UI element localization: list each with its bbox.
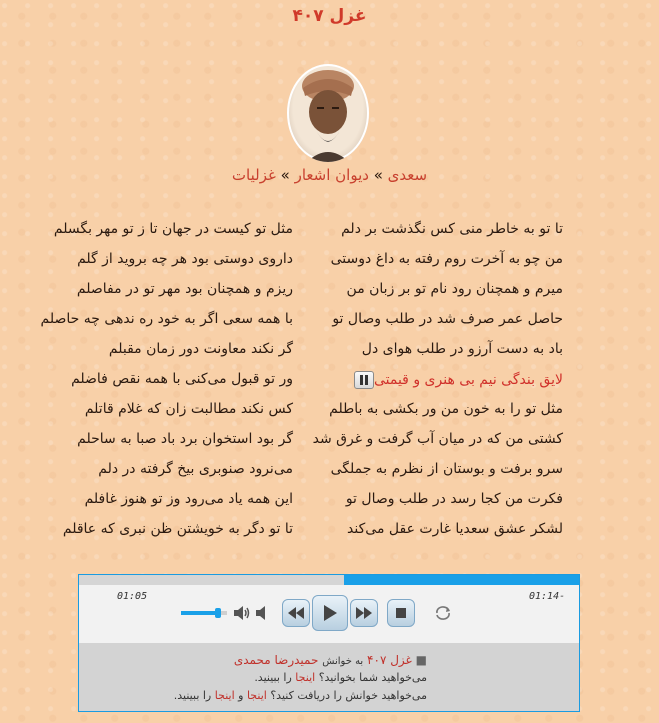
volume-handle[interactable]: [215, 608, 221, 618]
poem-line: ور تو قبول می‌کنی با همه نقص فاضلم: [71, 371, 293, 387]
download-link-2[interactable]: اینجا: [214, 689, 235, 702]
poem-line: باد به دست آرزو در طلب هوای دل: [361, 341, 563, 357]
page-title: غزل ۴۰۷: [292, 6, 367, 26]
player-info: [79, 643, 579, 711]
play-button[interactable]: [312, 595, 348, 631]
mute-icon[interactable]: [255, 605, 269, 625]
breadcrumb-separator: »: [280, 166, 290, 184]
pause-icon[interactable]: [354, 371, 374, 389]
volume-slider[interactable]: [181, 611, 227, 615]
poem-line-text: لایق بندگی نیم بی هنری و قیمتی: [373, 372, 563, 388]
fast-forward-button[interactable]: [350, 599, 378, 627]
fast-forward-icon: [355, 607, 373, 619]
poem-line: کشتی من که در میان آب گرفت و غرق شد: [312, 431, 563, 447]
poem-line: میرم و همچنان رود نام تو بر زبان من: [346, 281, 563, 297]
track-link[interactable]: غزل ۴۰۷: [367, 653, 412, 667]
poem-line: تا تو به خاطر منی کس نگذشت بر دلم: [341, 221, 563, 237]
poem-line: گر بود استخوان برد باد صبا به ساحلم: [77, 431, 293, 447]
poem-line: با همه سعی اگر به خود ره ندهی چه حاصلم: [40, 311, 293, 327]
play-icon: [322, 604, 338, 622]
poem-line: مثل تو کیست در جهان تا ز تو مهر بگسلم: [53, 221, 293, 237]
bullet-icon: ■: [415, 653, 427, 667]
stop-icon: [395, 607, 407, 619]
volume-max-icon[interactable]: [233, 605, 251, 625]
breadcrumb-book[interactable]: دیوان اشعار: [294, 166, 369, 184]
rewind-icon: [287, 607, 305, 619]
poem-line: تا تو دگر به خویشتن ظن نبری که عاقلم: [62, 521, 293, 537]
repeat-icon[interactable]: [433, 605, 453, 625]
read-yourself-suffix: را ببینید.: [254, 671, 292, 684]
breadcrumb: [0, 166, 659, 184]
poem-line: فکرت من کجا رسد در طلب وصال تو: [345, 491, 563, 507]
poem-line: من چو به آخرت روم رفته به داغ دوستی: [330, 251, 563, 267]
poem-line: گر نکند معاونت دور زمان مقبلم: [108, 341, 293, 357]
poem-line: حاصل عمر صرف شد در طلب وصال تو: [332, 311, 563, 327]
breadcrumb-separator: »: [373, 166, 383, 184]
poem-line: می‌نرود صنوبری بیخ گرفته در دلم: [98, 461, 293, 477]
read-yourself-text: می‌خواهید شما بخوانید؟: [318, 671, 427, 684]
rewind-button[interactable]: [282, 599, 310, 627]
poem-line: سرو برفت و بوستان از نظرم به جملگی: [330, 461, 563, 477]
read-yourself-link[interactable]: اینجا: [295, 671, 316, 684]
audio-player: [78, 574, 580, 712]
poet-portrait: [287, 64, 369, 162]
read-by-label: به خوانش: [322, 656, 364, 667]
reader-link[interactable]: حمیدرضا محمدی: [233, 653, 319, 667]
download-text: می‌خواهید خوانش را دریافت کنید؟: [270, 689, 427, 702]
poem-line: مثل تو را به خون من ور بکشی به باطلم: [329, 401, 563, 417]
poem-line: داروی دوستی بود هر چه بروید از گلم: [77, 251, 293, 267]
poem-line: کس نکند مطالبت زان که غلام قاتلم: [84, 401, 293, 417]
poem-line: این همه یاد می‌رود وز تو هنوز غافلم: [84, 491, 293, 507]
poem-line: لشکر عشق سعدیا غارت عقل می‌کند: [347, 521, 563, 537]
progress-bar[interactable]: [79, 575, 579, 585]
stop-button[interactable]: [387, 599, 415, 627]
elapsed-time: 01:05: [117, 591, 148, 602]
download-and: و: [238, 689, 244, 702]
breadcrumb-section[interactable]: غزلیات: [231, 166, 276, 184]
breadcrumb-poet[interactable]: سعدی: [387, 166, 428, 184]
poem-line: ریزم و همچنان بود مهر تو در مفاصلم: [76, 281, 293, 297]
progress-fill: [344, 575, 579, 585]
poem-line: [351, 371, 563, 389]
download-link-1[interactable]: اینجا: [246, 689, 267, 702]
volume-fill: [181, 611, 218, 615]
download-suffix: را ببینید.: [173, 689, 212, 702]
remaining-time: 01:14-: [529, 591, 566, 602]
